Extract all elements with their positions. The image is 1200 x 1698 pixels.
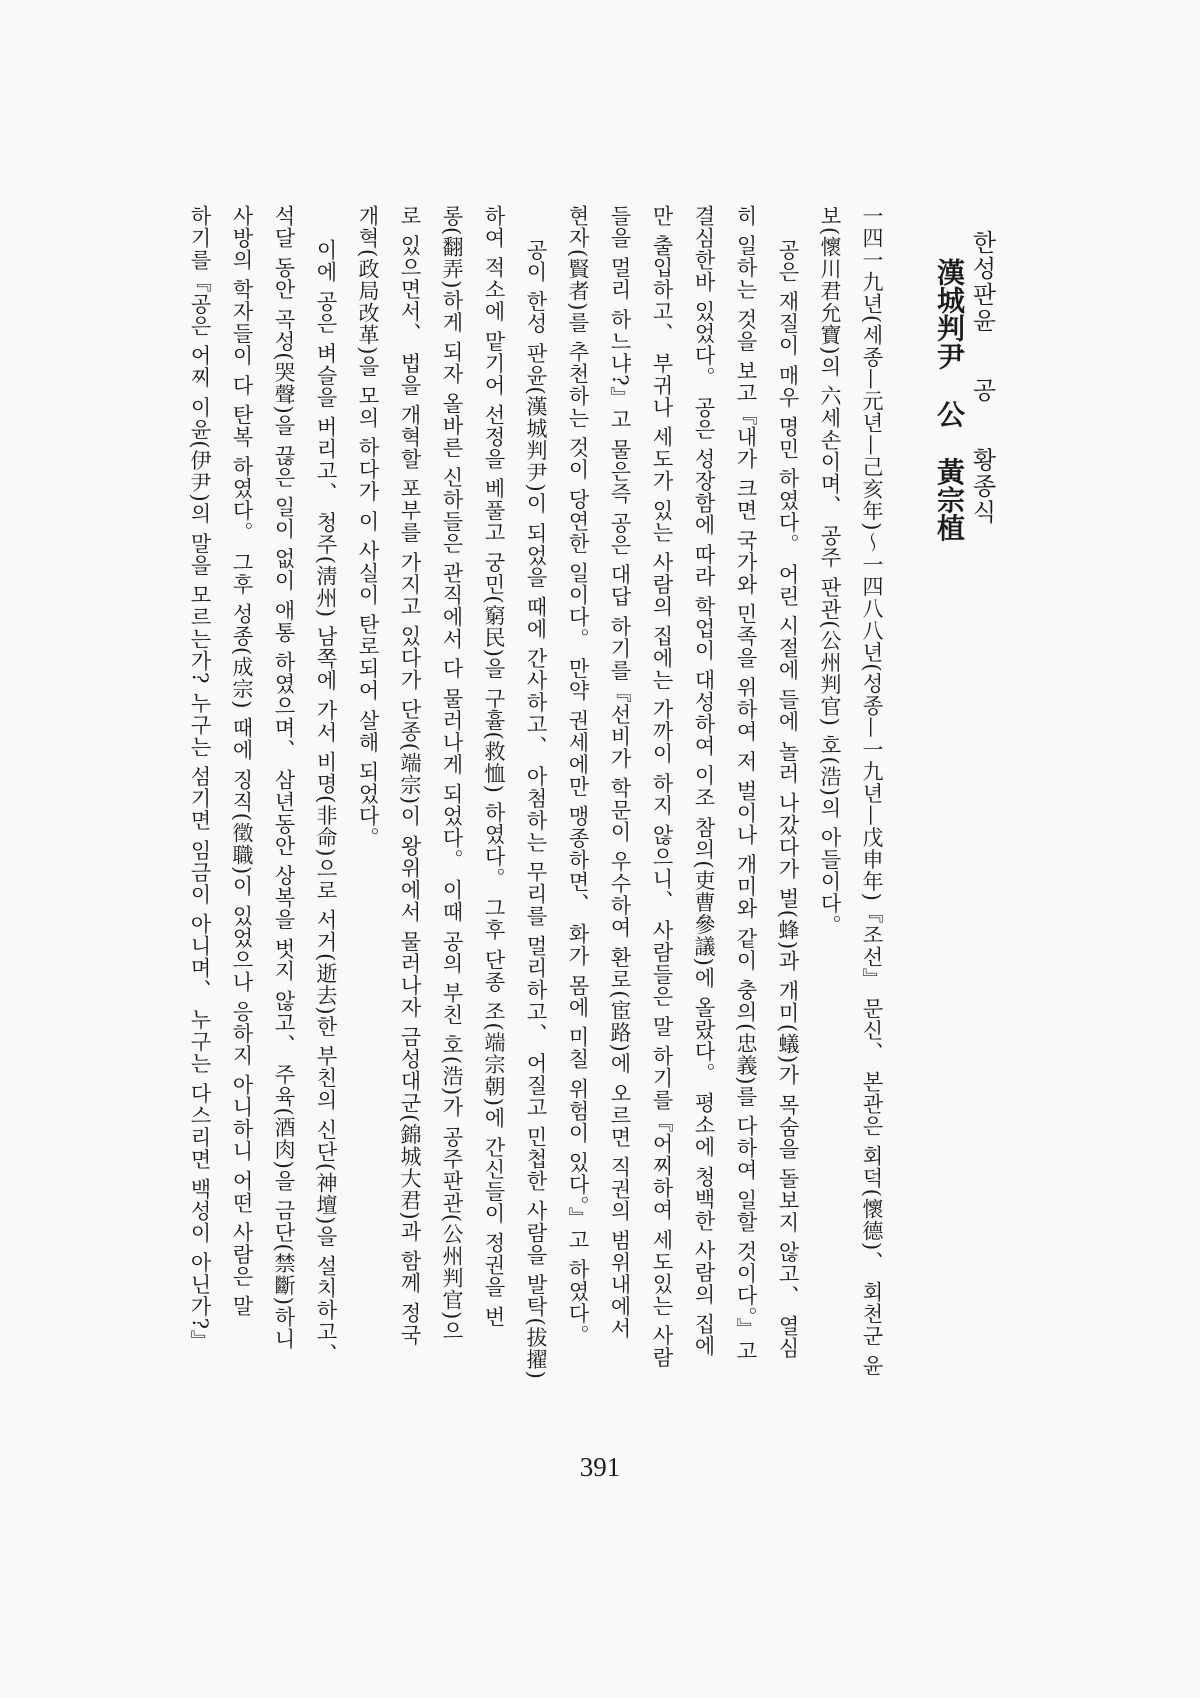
text-line: 히 일하는 것을 보고『내가 크면 국가와 민족을 위하여 저 벌이나 개미와 같이 충의(忠義)를 다하여 일할 것이다。』고: [734, 205, 758, 1363]
text-line: 들을 멀리 하느냐?』고 물은즉 공은 대답 하기를『선비가 학문이 우수하여 환로(宦路)에 오르면 직권의 범위내에서: [608, 205, 632, 1340]
page-number: 391: [579, 1452, 621, 1482]
text-line: 롱(翻弄)하게 되자 올바른 신하들은 관직에서 다 물러나게 되었다。 이때 공의 부친 호(浩)가 공주판관(公州判官)으: [440, 205, 464, 1343]
title-hangul: 한성판윤 공 황종식: [968, 230, 996, 526]
title-hanja: 漢城判尹 公 黃宗植: [933, 258, 966, 542]
text-line: 보(懷川君允寶)의 六세손이며、 공주 판관(公州判官) 호(浩)의 아들이다。: [818, 205, 842, 937]
text-line: 만 출입하고、 부귀나 세도가 있는 사람의 집에는 가까이 하지 않으니、 사람들은 말 하기를『어찌하여 세도있는 사람: [650, 205, 674, 1369]
text-line: 一四一九년(세종—元년—己亥年)～一四八八년(성종—一九년—戊申年)『조선』 문신、 본관은 회덕(懷德)、 회천군 윤: [860, 205, 884, 1377]
text-line: 하여 적소에 맡기어 선정을 베풀고 궁민(窮民)을 구휼(救恤) 하였다。 그후 단종 조(端宗朝)에 간신들이 정권을 번: [482, 205, 506, 1328]
text-line: 석달 동안 곡성(哭聲)을 끊은 일이 없이 애통 하였으며、 삼년동안 상복을 벗지 않고、 주육(酒肉)을 금단(禁斷)하니: [272, 205, 296, 1350]
body-text: [179, 205, 893, 1395]
text-line: 하기를『공은 어찌 이윤(伊尹)의 말을 모르는가? 누구는 섬기면 임금이 아니며、 누구는 다스리면 백성이 아닌가?』: [188, 205, 212, 1353]
text-line: 공은 재질이 매우 명민 하였다。 어린 시절에 들에 놀러 나갔다가 벌(蜂)과 개미(蟻)가 목숨을 돌보지 않고、 열심: [776, 238, 800, 1359]
text-line: 이에 공은 벼슬을 버리고、 청주(淸州) 남쪽에 가서 비명(非命)으로 서거(逝去)한 부친의 신단(神壇)을 설치하고、: [314, 238, 338, 1365]
text-line: 공이 한성 판윤(漢城判尹)이 되었을 때에 간사하고、 아첨하는 무리를 멀리하고、 어질고 민첩한 사람을 발탁(拔擢): [524, 238, 548, 1380]
text-line: 결심한바 있었다。 공은 성장함에 따라 학업이 대성하여 이조 참의(吏曹參議)에 올랐다。 평소에 청백한 사람의 집에: [692, 205, 716, 1358]
text-line: 개혁(政局改革)을 모의 하다가 이 사실이 탄로되어 살해 되었다。: [356, 205, 380, 850]
text-line: 로 있으면서、 법을 개혁할 포부를 가지고 있다가 단종(端宗)이 왕위에서 물러나자 금성대군(錦城大君)과 함께 정국: [398, 205, 422, 1346]
text-line: 현자(賢者)를 추천하는 것이 당연한 일이다。 만약 권세에만 맹종하면、 화가 몸에 미칠 위험이 있다。』고 하였다。: [566, 205, 590, 1347]
text-line: 사방의 학자들이 다 탄복 하였다。 그후 성종(成宗) 때에 징직(徵職)이 있었으나 응하지 아니하니 어떤 사람은 말: [230, 205, 254, 1318]
